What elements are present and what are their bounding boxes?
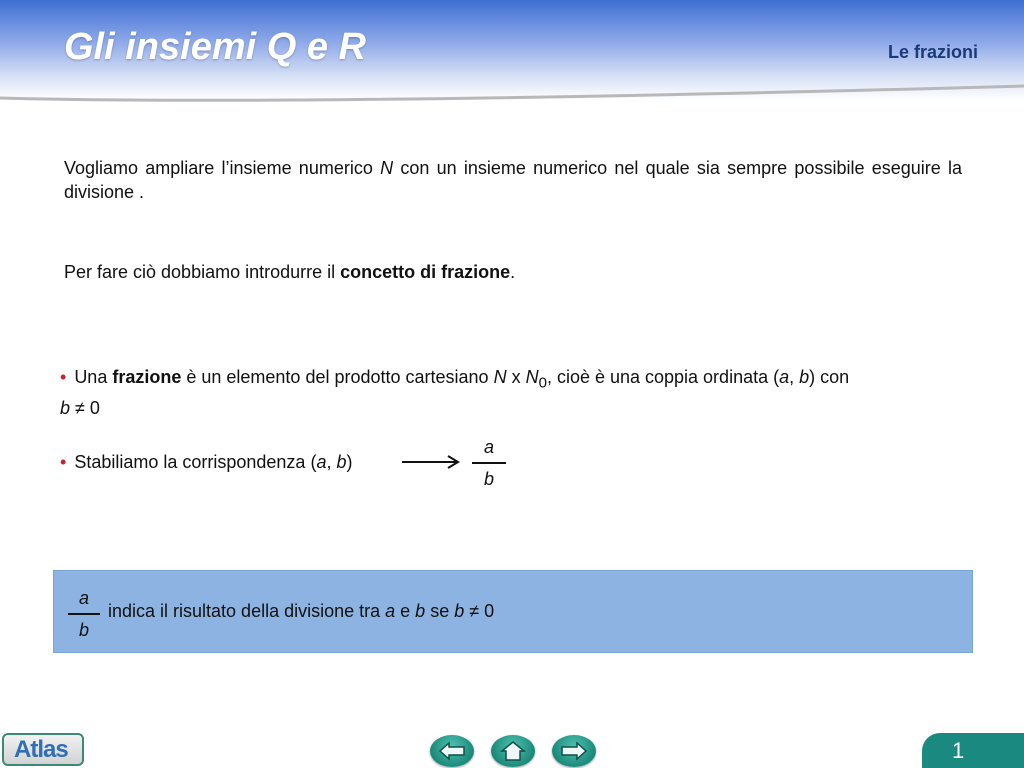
fraction-bar [472,462,506,464]
text: x [506,367,526,387]
text: Una [74,367,113,387]
numerator: a [483,437,494,457]
page-number-tab [922,733,1024,768]
bold-term: concetto di frazione [340,262,511,282]
fraction-a-over-b [68,587,100,641]
bullet-icon: • [60,452,67,472]
variable: b [336,452,347,472]
arrow-right-icon [402,452,462,472]
text: Stabiliamo la corrispondenza ( [74,452,317,472]
bullet-correspondence [60,450,960,474]
section-title: Le frazioni [887,42,978,62]
publisher-logo [2,733,84,766]
set-symbol: N [525,367,539,387]
denominator: b [78,620,89,640]
fraction-bar [68,613,100,615]
variable: a [779,367,790,387]
variable: b [799,367,810,387]
set-symbol: N [493,367,507,387]
text: con un insieme numerico nel quale sia sempre possibile eseguire la divisione . [64,158,962,202]
subscript: 0 [538,374,547,392]
header-curve-divider [0,80,1024,110]
slide-title: Gli insiemi Q e R [64,26,366,68]
highlight-box [53,570,973,653]
text: è un elemento del prodotto cartesiano [181,367,494,387]
bullet-definition [60,365,960,420]
text: , [789,367,800,387]
text: ≠ 0 [464,601,495,621]
intro-paragraph [64,156,962,204]
variable: a [385,601,396,621]
text: ) [346,452,353,472]
box-statement [108,601,494,622]
logo-text: Atlas [14,736,68,763]
bullet-icon: • [60,367,67,387]
text: Per fare ciò dobbiamo introdurre il [64,262,341,282]
text: indica il risultato della divisione tra [108,601,386,621]
set-symbol: N [380,158,394,178]
numerator: a [78,588,89,608]
text: se [425,601,455,621]
variable: b [454,601,465,621]
arrow-left-icon [437,739,467,763]
fraction-a-over-b [472,436,506,490]
text: ) con [809,367,850,387]
text: Vogliamo ampliare l’insieme numerico [64,158,381,178]
concept-paragraph [64,260,962,284]
forward-button[interactable] [552,735,596,767]
variable: b [415,601,426,621]
home-button[interactable] [491,735,535,767]
text: . [510,262,516,282]
variable: a [316,452,327,472]
arrow-right-icon [559,739,589,763]
text: , cioè è una coppia ordinata ( [546,367,780,387]
text: ≠ 0 [70,397,100,418]
home-icon [498,739,528,763]
text: e [395,601,416,621]
denominator: b [483,469,494,489]
back-button[interactable] [430,735,474,767]
bold-term: frazione [112,367,182,387]
variable: b [60,397,71,418]
text: , [326,452,337,472]
page-number: 1 [952,738,965,763]
